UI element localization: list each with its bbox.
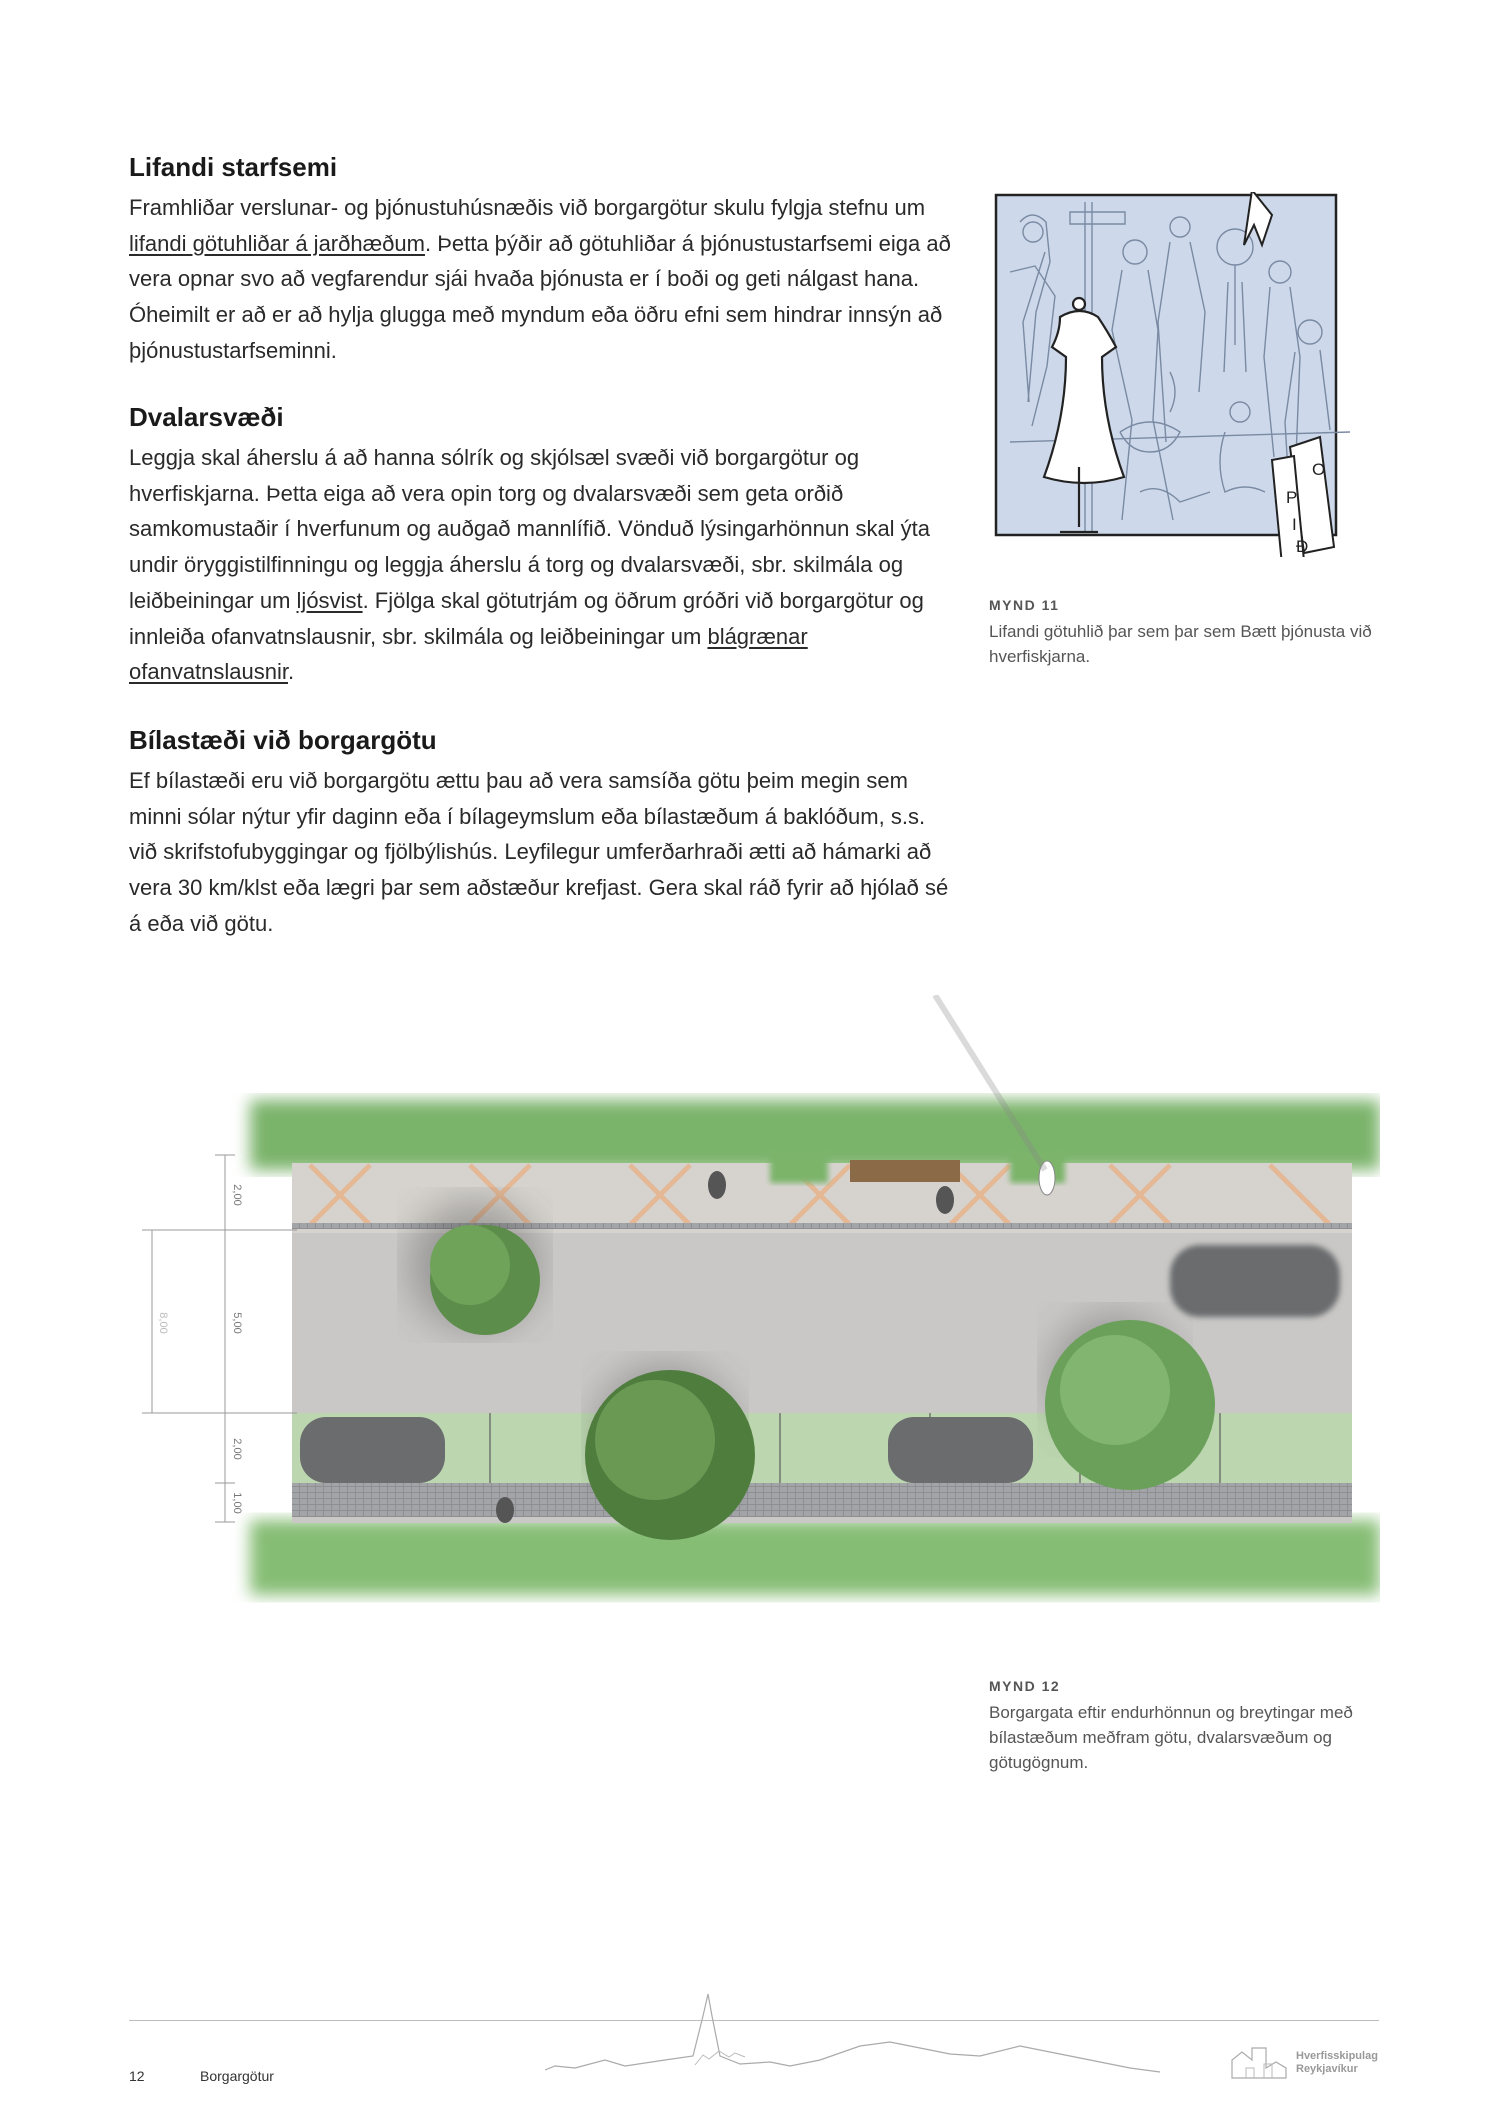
section-paragraph-bilastaedi <box>129 763 959 942</box>
footer-logo-line1: Hverfisskipulag <box>1296 2050 1378 2062</box>
paragraph-text: Framhliðar verslunar- og þjónustuhúsnæðis við borgargötur skulu fylgja stefnu um <box>129 195 926 220</box>
section-title-bilastaedi: Bílastæði við borgargötu <box>129 725 437 755</box>
section-title-dvalarsvaedi: Dvalarsvæði <box>129 402 284 432</box>
sign-letter-o: O <box>1312 460 1326 479</box>
section-paragraph-dvalarsvaedi <box>129 440 959 690</box>
inline-link[interactable]: ljósvist <box>296 587 363 613</box>
paragraph-text: . Þetta þýðir að götuhliðar á þjónustustarfsemi eiga að vera opnar svo að vegfarendur sjái hvaða þjónusta er í boði og geti nálgast hana. Óheimilt er að er að hylja glugga með myndum eða öðru efni sem hindrar innsýn að þjónustustarfseminni. <box>129 230 951 363</box>
figure-12-caption: Borgargata eftir endurhönnun og breytingar með bílastæðum meðfram götu, dvalarsvæðum og götugögnum. <box>989 1703 1353 1772</box>
section-title-lifandi-starfsemi: Lifandi starfsemi <box>129 152 338 182</box>
figure-11-label: MYND 11 <box>989 597 1060 613</box>
figure-12-street-plan <box>140 995 1380 1630</box>
footer-skyline-drawing <box>545 1990 1165 2080</box>
sign-letter-p: P <box>1286 488 1298 507</box>
dim-label-5-00: 5,00 <box>231 1312 243 1334</box>
section-paragraph-lifandi-starfsemi <box>129 190 959 369</box>
footer-section-name: Borgargötur <box>200 2068 274 2084</box>
dim-label-2-00-top: 2,00 <box>231 1184 243 1206</box>
dim-label-total: 8,00 <box>157 1312 169 1334</box>
footer-logo-line2: Reykjavíkur <box>1296 2063 1358 2075</box>
footer-page-number: 12 <box>129 2068 145 2084</box>
figure-12-label: MYND 12 <box>989 1678 1061 1694</box>
figure-11-illustration <box>990 192 1365 557</box>
figure-11-caption: Lifandi götuhlið þar sem þar sem Bætt þjónusta við hverfiskjarna. <box>989 622 1372 666</box>
sign-letter-i: I <box>1292 515 1297 534</box>
paragraph-text: . <box>288 659 295 685</box>
paragraph-text: . Fjölga skal götutrjám og öðrum gróðri við borgargötur og innleiða ofanvatnslausnir, sbr. skilmála og leiðbeiningar um <box>129 587 924 649</box>
inline-link[interactable]: lifandi götuhliðar á jarðhæðum <box>129 230 425 256</box>
sign-letter-eth: Ð <box>1296 537 1309 556</box>
footer-logo-icon <box>1228 2042 1290 2082</box>
paragraph-text: Leggja skal áherslu á að hanna sólrík og skjólsæl svæði við borgargötur og hverfiskjarna. Þetta eiga að vera opin torg og dvalarsvæði sem geta orðið samkomustaðir í hverfunum og auðgað mannlífið. Vönduð lýsingarhönnun skal ýta undir öryggistilfinningu og leggja áherslu á torg og dvalarsvæði, sbr. skilmála og leiðbeiningar um <box>129 445 931 613</box>
dim-label-2-00-bottom: 2,00 <box>231 1438 243 1460</box>
inline-link[interactable]: blágrænar ofanvatnslausnir <box>129 623 808 685</box>
paragraph-text: Ef bílastæði eru við borgargötu ættu þau að vera samsíða götu þeim megin sem minni sólar nýtur yfir daginn eða í bílageymslum eða bílastæðum á baklóðum, s.s. við skrifstofubyggingar og fjölbýlishús. Leyfilegur umferðarhraði ætti að hámarki að vera 30 km/klst eða lægri þar sem aðstæður krefjast. Gera skal ráð fyrir að hjólað sé á eða við götu. <box>129 768 949 936</box>
footer-logo-text <box>1296 2050 1378 2076</box>
dim-label-1-00: 1,00 <box>231 1492 243 1514</box>
